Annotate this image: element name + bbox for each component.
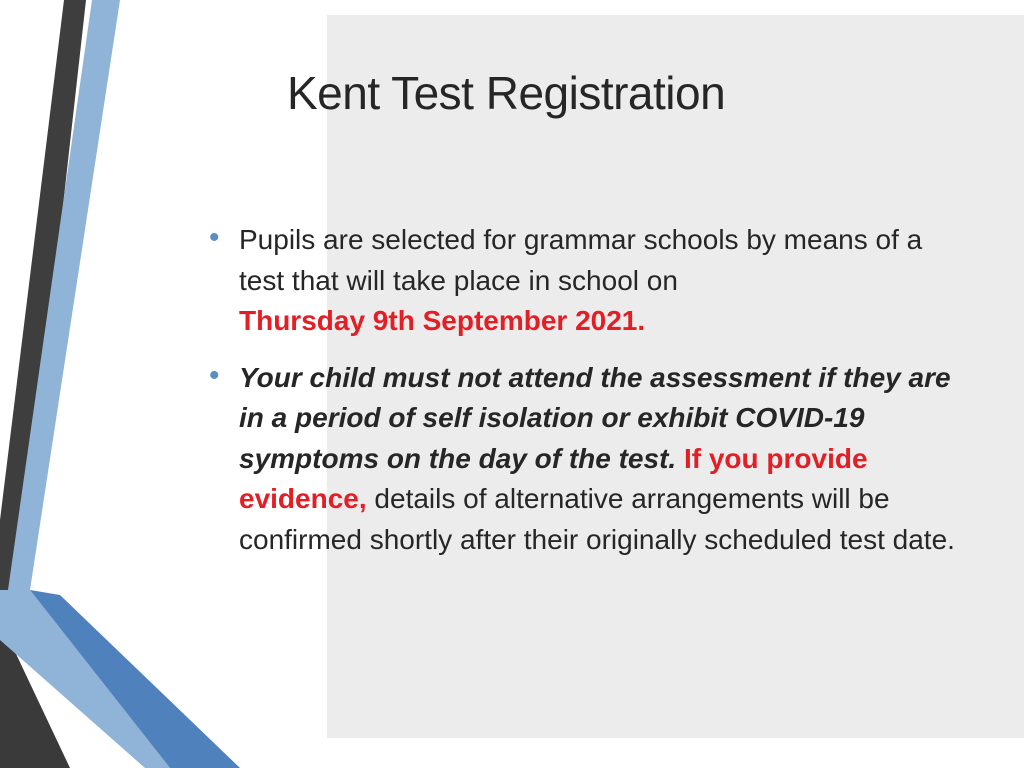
- bullet-dot-icon: •: [209, 358, 220, 392]
- covid-warning-text: Your child must not attend the assessment if they are in a period of self isolation or exhibit COVID-19 symptoms on the day of the test.: [239, 361, 951, 474]
- slide-title: Kent Test Registration: [287, 67, 726, 119]
- test-info-text: Pupils are selected for grammar schools by means of a test that will take place in school on: [239, 224, 923, 296]
- bullet-dot-icon: •: [209, 221, 220, 254]
- bullet-item-covid-notice: [207, 358, 957, 561]
- bullet-item-test-info: [207, 220, 957, 342]
- test-date: Thursday 9th September 2021.: [239, 305, 646, 336]
- evidence-text: If you provide evidence,: [239, 442, 868, 514]
- alternative-arrangements-text: details of alternative arrangements will be confirmed shortly after their originally scheduled test date.: [239, 483, 955, 555]
- bullet-list: [207, 220, 957, 560]
